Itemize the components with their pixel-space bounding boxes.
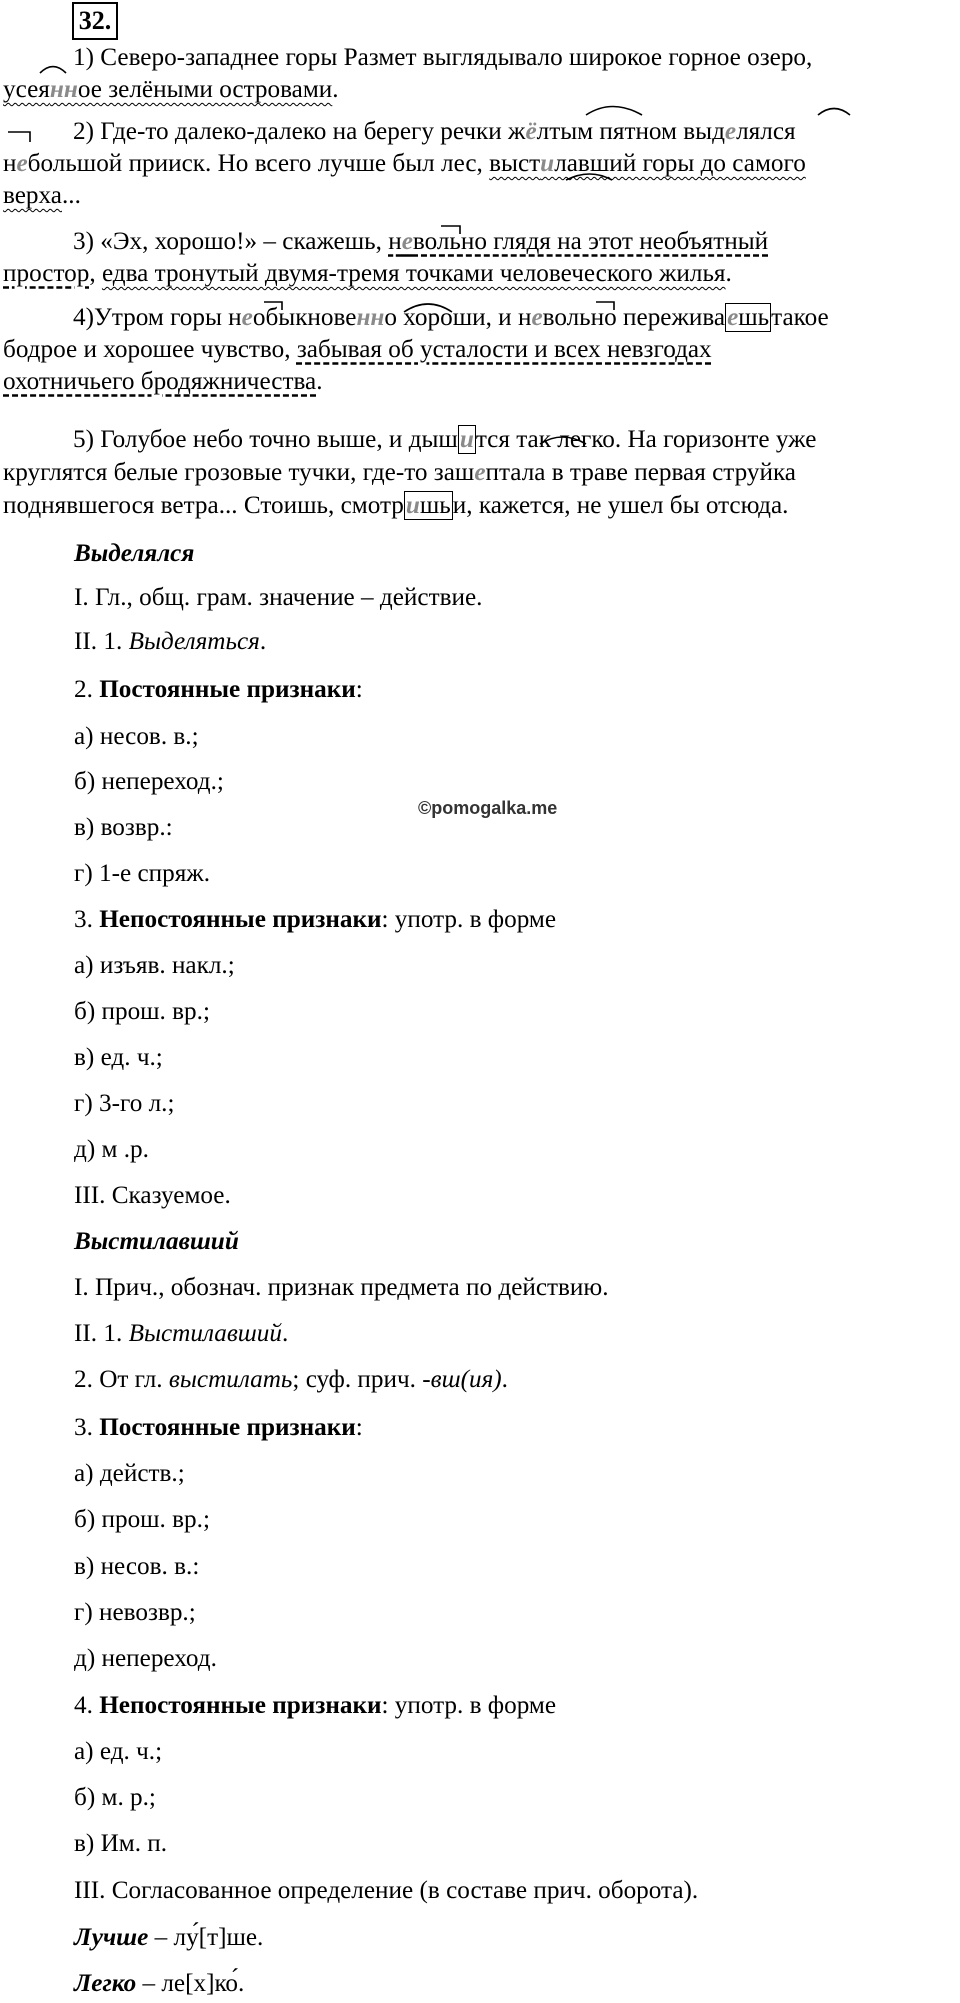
highlight-letter: и bbox=[540, 150, 555, 177]
analysis-2-a: а) действ.; bbox=[74, 1460, 185, 1487]
ending-box: и bbox=[459, 426, 474, 453]
exercise-number: 32. bbox=[72, 2, 118, 40]
sentence-4-line-2: бодрое и хорошее чувство, забывая об усталости и всех невзгодах bbox=[3, 336, 712, 363]
highlight-letters: нн bbox=[356, 304, 385, 331]
highlight-letter: е bbox=[531, 304, 543, 331]
analysis-1-iii: III. Сказуемое. bbox=[74, 1182, 231, 1209]
sentence-5-line-1: 5) Голубое небо точно выше, и дышится так легко. На горизонте уже bbox=[73, 426, 817, 453]
analysis-2-vc: в) Им. п. bbox=[74, 1830, 168, 1857]
ending-box: ишь bbox=[405, 492, 451, 519]
sentence-1-line-2: усеянное зелёными островами. bbox=[3, 76, 339, 103]
participle-phrase: усеянное зелёными островами bbox=[3, 76, 333, 103]
analysis-2-d: г) невозвр.; bbox=[74, 1599, 196, 1626]
sentence-5-line-3: поднявшегося ветра... Стоишь, смотришьи, кажется, не ушел бы отсюда. bbox=[3, 492, 789, 519]
analysis-1-a: а) несов. в.; bbox=[74, 723, 199, 750]
highlight-letter: е bbox=[401, 228, 413, 255]
analysis-1-vb: б) прош. вр.; bbox=[74, 998, 210, 1025]
highlight-letters: нн bbox=[49, 76, 78, 103]
ending-box: ешь bbox=[727, 304, 770, 331]
sentence-3-line-2: простор, едва тронутый двумя-тремя точками человеческого жилья. bbox=[3, 260, 732, 287]
highlight-letter: е bbox=[241, 304, 253, 331]
analysis-2-iii: III. Согласованное определение (в составе прич. оборота). bbox=[74, 1877, 699, 1904]
analysis-1-i: I. Гл., общ. грам. значение – действие. bbox=[74, 584, 483, 611]
sentence-3-line-1: 3) «Эх, хорошо!» – скажешь, невольно глядя на этот необъятный bbox=[73, 228, 769, 255]
analysis-1-vc: в) ед. ч.; bbox=[74, 1044, 163, 1071]
analysis-1-title: Выделялся bbox=[74, 540, 195, 567]
analysis-2-title: Выстилавший bbox=[74, 1228, 239, 1255]
analysis-2-ii: II. 1. Выстилавший. bbox=[74, 1320, 289, 1347]
analysis-1-ve: д) м .р. bbox=[74, 1136, 149, 1163]
analysis-2-e: д) непереход. bbox=[74, 1645, 217, 1672]
adverbial-phrase: забывая об усталости и всех невзгодах bbox=[296, 336, 712, 363]
highlight-letter: е bbox=[724, 118, 737, 145]
adverbial-phrase: невольно глядя на этот необъятный bbox=[388, 228, 769, 255]
phonetic-2: Легко – ле[х]ко́. bbox=[74, 1970, 245, 1997]
analysis-1-var: 3. Непостоянные признаки: употр. в форме bbox=[74, 906, 557, 933]
sentence-1-line-1: 1) Северо-западнее горы Размет выглядывало широкое горное озеро, bbox=[73, 44, 813, 71]
analysis-2-i: I. Прич., обознач. признак предмета по действию. bbox=[74, 1274, 609, 1301]
sentence-2-line-2: небольшой прииск. Но всего лучше был лес, выстилавший горы до самого bbox=[3, 150, 806, 177]
analysis-1-vd: г) 3-го л.; bbox=[74, 1090, 175, 1117]
analysis-2-vb: б) м. р.; bbox=[74, 1784, 156, 1811]
analysis-1-d: г) 1-е спряж. bbox=[74, 860, 211, 887]
watermark: ©pomogalka.me bbox=[418, 798, 558, 818]
sentence-2-line-1: 2) Где-то далеко-далеко на берегу речки жёлтым пятном выделялся bbox=[73, 118, 796, 145]
analysis-2-const: 3. Постоянные признаки: bbox=[74, 1414, 363, 1441]
analysis-1-c: в) возвр.: bbox=[74, 814, 173, 841]
sentence-2-line-3: верха... bbox=[3, 182, 81, 209]
highlight-letter: е bbox=[474, 459, 486, 486]
morpheme-marks bbox=[0, 0, 960, 540]
analysis-1-b: б) непереход.; bbox=[74, 768, 224, 795]
sentence-5-line-2: круглятся белые грозовые тучки, где-то зашептала в траве первая струйка bbox=[3, 459, 796, 486]
highlight-letter: ё bbox=[525, 118, 537, 145]
sentence-4-line-3: охотничьего бродяжничества. bbox=[3, 368, 323, 395]
analysis-1-const: 2. Постоянные признаки: bbox=[74, 676, 363, 703]
highlight-letter: е bbox=[16, 150, 28, 177]
sentence-4-line-1: 4)Утром горы необыкновенно хороши, и невольно переживаешьтакое bbox=[73, 304, 829, 331]
analysis-1-ii: II. 1. Выделяться. bbox=[74, 628, 267, 655]
phonetic-1: Лучше – лу́[т]ше. bbox=[74, 1924, 264, 1951]
participle-phrase: едва тронутый двумя-тремя точками человеческого жилья bbox=[101, 260, 726, 287]
analysis-2-b: б) прош. вр.; bbox=[74, 1506, 210, 1533]
analysis-2-c: в) несов. в.: bbox=[74, 1553, 200, 1580]
participle-phrase: выстилавший горы до самого bbox=[489, 150, 806, 177]
analysis-1-va: а) изъяв. накл.; bbox=[74, 952, 235, 979]
analysis-2-var: 4. Непостоянные признаки: употр. в форме bbox=[74, 1692, 557, 1719]
analysis-2-from: 2. От гл. выстилать; суф. прич. -вш(ия). bbox=[74, 1366, 508, 1393]
analysis-2-va: а) ед. ч.; bbox=[74, 1738, 163, 1765]
